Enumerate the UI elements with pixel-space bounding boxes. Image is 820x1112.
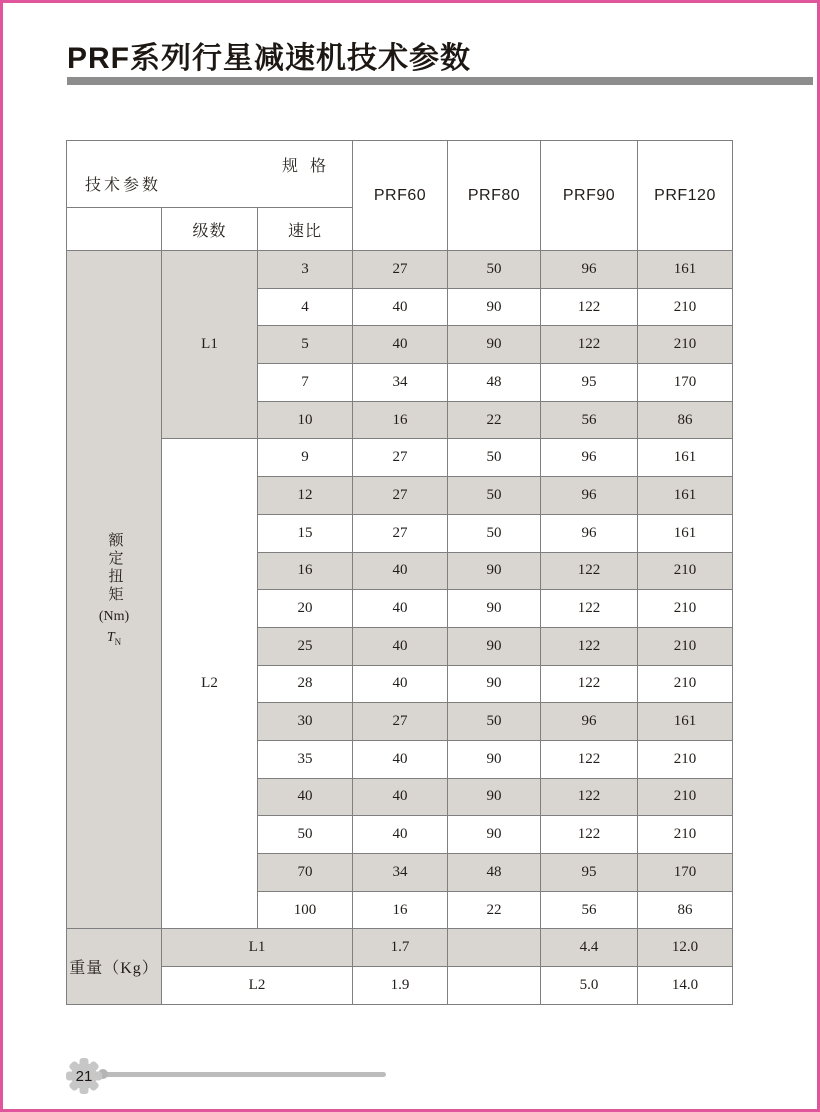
footer-rule-line bbox=[103, 1072, 386, 1077]
torque-value-cell: 34 bbox=[353, 364, 448, 402]
torque-value-cell: 56 bbox=[541, 401, 638, 439]
torque-value-cell: 40 bbox=[353, 590, 448, 628]
weight-value-cell: 12.0 bbox=[638, 929, 733, 967]
torque-value-cell: 50 bbox=[448, 439, 541, 477]
weight-value-cell: 5.0 bbox=[541, 967, 638, 1005]
column-header-prf120: PRF120 bbox=[638, 141, 733, 251]
diagonal-corner-cell bbox=[67, 141, 353, 208]
torque-value-cell: 95 bbox=[541, 364, 638, 402]
torque-value-cell: 90 bbox=[448, 740, 541, 778]
torque-value-cell: 90 bbox=[448, 590, 541, 628]
ratio-cell: 28 bbox=[258, 665, 353, 703]
weight-rows-body bbox=[67, 929, 733, 1005]
torque-value-cell: 161 bbox=[638, 439, 733, 477]
ratio-cell: 15 bbox=[258, 514, 353, 552]
torque-value-cell: 210 bbox=[638, 590, 733, 628]
torque-value-cell: 27 bbox=[353, 251, 448, 289]
torque-value-cell: 16 bbox=[353, 891, 448, 929]
torque-value-cell: 122 bbox=[541, 665, 638, 703]
weight-value-cell: 1.7 bbox=[353, 929, 448, 967]
weight-stage-l1: L1 bbox=[162, 929, 353, 967]
torque-value-cell: 161 bbox=[638, 703, 733, 741]
weight-value-cell bbox=[448, 929, 541, 967]
stages-header: 级数 bbox=[162, 208, 258, 251]
torque-value-cell: 50 bbox=[448, 703, 541, 741]
ratio-cell: 35 bbox=[258, 740, 353, 778]
torque-value-cell: 27 bbox=[353, 703, 448, 741]
torque-value-cell: 56 bbox=[541, 891, 638, 929]
torque-rows-body bbox=[67, 251, 733, 929]
torque-value-cell: 95 bbox=[541, 854, 638, 892]
torque-value-cell: 122 bbox=[541, 627, 638, 665]
torque-value-cell: 210 bbox=[638, 740, 733, 778]
torque-value-cell: 90 bbox=[448, 665, 541, 703]
torque-value-cell: 161 bbox=[638, 514, 733, 552]
title-underline-bar bbox=[67, 77, 813, 85]
torque-value-cell: 22 bbox=[448, 401, 541, 439]
torque-value-cell: 40 bbox=[353, 740, 448, 778]
column-header-prf80: PRF80 bbox=[448, 141, 541, 251]
torque-value-cell: 34 bbox=[353, 854, 448, 892]
torque-value-cell: 96 bbox=[541, 477, 638, 515]
ratio-cell: 10 bbox=[258, 401, 353, 439]
torque-value-cell: 90 bbox=[448, 778, 541, 816]
page-number: 21 bbox=[75, 1067, 93, 1085]
torque-value-cell: 86 bbox=[638, 401, 733, 439]
torque-value-cell: 27 bbox=[353, 439, 448, 477]
torque-value-cell: 96 bbox=[541, 439, 638, 477]
torque-value-cell: 170 bbox=[638, 364, 733, 402]
weight-label-cell: 重量（Kg） bbox=[67, 929, 162, 1005]
torque-label bbox=[67, 532, 161, 647]
ratio-cell: 5 bbox=[258, 326, 353, 364]
column-header-prf60: PRF60 bbox=[353, 141, 448, 251]
stage-cell-l2: L2 bbox=[162, 439, 258, 929]
torque-value-cell: 122 bbox=[541, 740, 638, 778]
ratio-cell: 40 bbox=[258, 778, 353, 816]
torque-row bbox=[67, 439, 733, 477]
torque-value-cell: 27 bbox=[353, 477, 448, 515]
torque-value-cell: 27 bbox=[353, 514, 448, 552]
torque-value-cell: 48 bbox=[448, 364, 541, 402]
torque-label-symbol: $T_N$ bbox=[106, 630, 122, 648]
torque-value-cell: 22 bbox=[448, 891, 541, 929]
spec-table-header bbox=[67, 141, 733, 251]
torque-value-cell: 210 bbox=[638, 778, 733, 816]
torque-value-cell: 40 bbox=[353, 627, 448, 665]
torque-value-cell: 40 bbox=[353, 816, 448, 854]
torque-label-cell bbox=[67, 251, 162, 929]
torque-value-cell: 48 bbox=[448, 854, 541, 892]
corner-param-label: 技术参数 bbox=[85, 177, 162, 194]
torque-value-cell: 40 bbox=[353, 288, 448, 326]
ratio-cell: 100 bbox=[258, 891, 353, 929]
weight-stage-l2: L2 bbox=[162, 967, 353, 1005]
torque-value-cell: 90 bbox=[448, 627, 541, 665]
ratio-cell: 50 bbox=[258, 816, 353, 854]
torque-value-cell: 90 bbox=[448, 552, 541, 590]
torque-value-cell: 210 bbox=[638, 665, 733, 703]
ratio-cell: 3 bbox=[258, 251, 353, 289]
torque-label-text: 额定扭矩 bbox=[106, 532, 123, 605]
torque-label-unit: (Nm) bbox=[98, 609, 130, 625]
torque-row bbox=[67, 251, 733, 289]
torque-value-cell: 40 bbox=[353, 552, 448, 590]
weight-value-cell: 4.4 bbox=[541, 929, 638, 967]
weight-row-l1 bbox=[67, 929, 733, 967]
spec-table bbox=[66, 140, 733, 1005]
torque-value-cell: 210 bbox=[638, 552, 733, 590]
torque-value-cell: 96 bbox=[541, 251, 638, 289]
torque-value-cell: 210 bbox=[638, 288, 733, 326]
weight-value-cell bbox=[448, 967, 541, 1005]
ratio-cell: 70 bbox=[258, 854, 353, 892]
torque-value-cell: 50 bbox=[448, 477, 541, 515]
corner-spec-label: 规 格 bbox=[282, 158, 331, 175]
torque-value-cell: 50 bbox=[448, 514, 541, 552]
torque-value-cell: 122 bbox=[541, 816, 638, 854]
ratio-cell: 30 bbox=[258, 703, 353, 741]
torque-value-cell: 210 bbox=[638, 816, 733, 854]
torque-value-cell: 122 bbox=[541, 326, 638, 364]
torque-value-cell: 40 bbox=[353, 665, 448, 703]
torque-value-cell: 96 bbox=[541, 703, 638, 741]
torque-value-cell: 122 bbox=[541, 778, 638, 816]
ratio-cell: 20 bbox=[258, 590, 353, 628]
torque-value-cell: 40 bbox=[353, 778, 448, 816]
ratio-cell: 7 bbox=[258, 364, 353, 402]
ratio-cell: 9 bbox=[258, 439, 353, 477]
torque-value-cell: 161 bbox=[638, 251, 733, 289]
torque-value-cell: 210 bbox=[638, 627, 733, 665]
torque-value-cell: 122 bbox=[541, 590, 638, 628]
torque-value-cell: 50 bbox=[448, 251, 541, 289]
ratio-header: 速比 bbox=[258, 208, 353, 251]
ratio-cell: 4 bbox=[258, 288, 353, 326]
ratio-cell: 25 bbox=[258, 627, 353, 665]
torque-value-cell: 40 bbox=[353, 326, 448, 364]
torque-value-cell: 96 bbox=[541, 514, 638, 552]
weight-row-l2 bbox=[67, 967, 733, 1005]
spec-table-container bbox=[66, 140, 733, 1005]
torque-value-cell: 170 bbox=[638, 854, 733, 892]
column-header-prf90: PRF90 bbox=[541, 141, 638, 251]
page-number-badge bbox=[64, 1056, 104, 1096]
torque-value-cell: 16 bbox=[353, 401, 448, 439]
torque-value-cell: 86 bbox=[638, 891, 733, 929]
torque-value-cell: 90 bbox=[448, 288, 541, 326]
torque-value-cell: 90 bbox=[448, 326, 541, 364]
ratio-cell: 12 bbox=[258, 477, 353, 515]
torque-value-cell: 122 bbox=[541, 552, 638, 590]
weight-value-cell: 14.0 bbox=[638, 967, 733, 1005]
ratio-cell: 16 bbox=[258, 552, 353, 590]
torque-value-cell: 122 bbox=[541, 288, 638, 326]
page-title: PRF系列行星减速机技术参数 bbox=[67, 42, 471, 75]
empty-header-cell bbox=[67, 208, 162, 251]
torque-value-cell: 90 bbox=[448, 816, 541, 854]
weight-value-cell: 1.9 bbox=[353, 967, 448, 1005]
torque-value-cell: 210 bbox=[638, 326, 733, 364]
header-row-top bbox=[67, 141, 733, 208]
torque-value-cell: 161 bbox=[638, 477, 733, 515]
stage-cell-l1: L1 bbox=[162, 251, 258, 439]
